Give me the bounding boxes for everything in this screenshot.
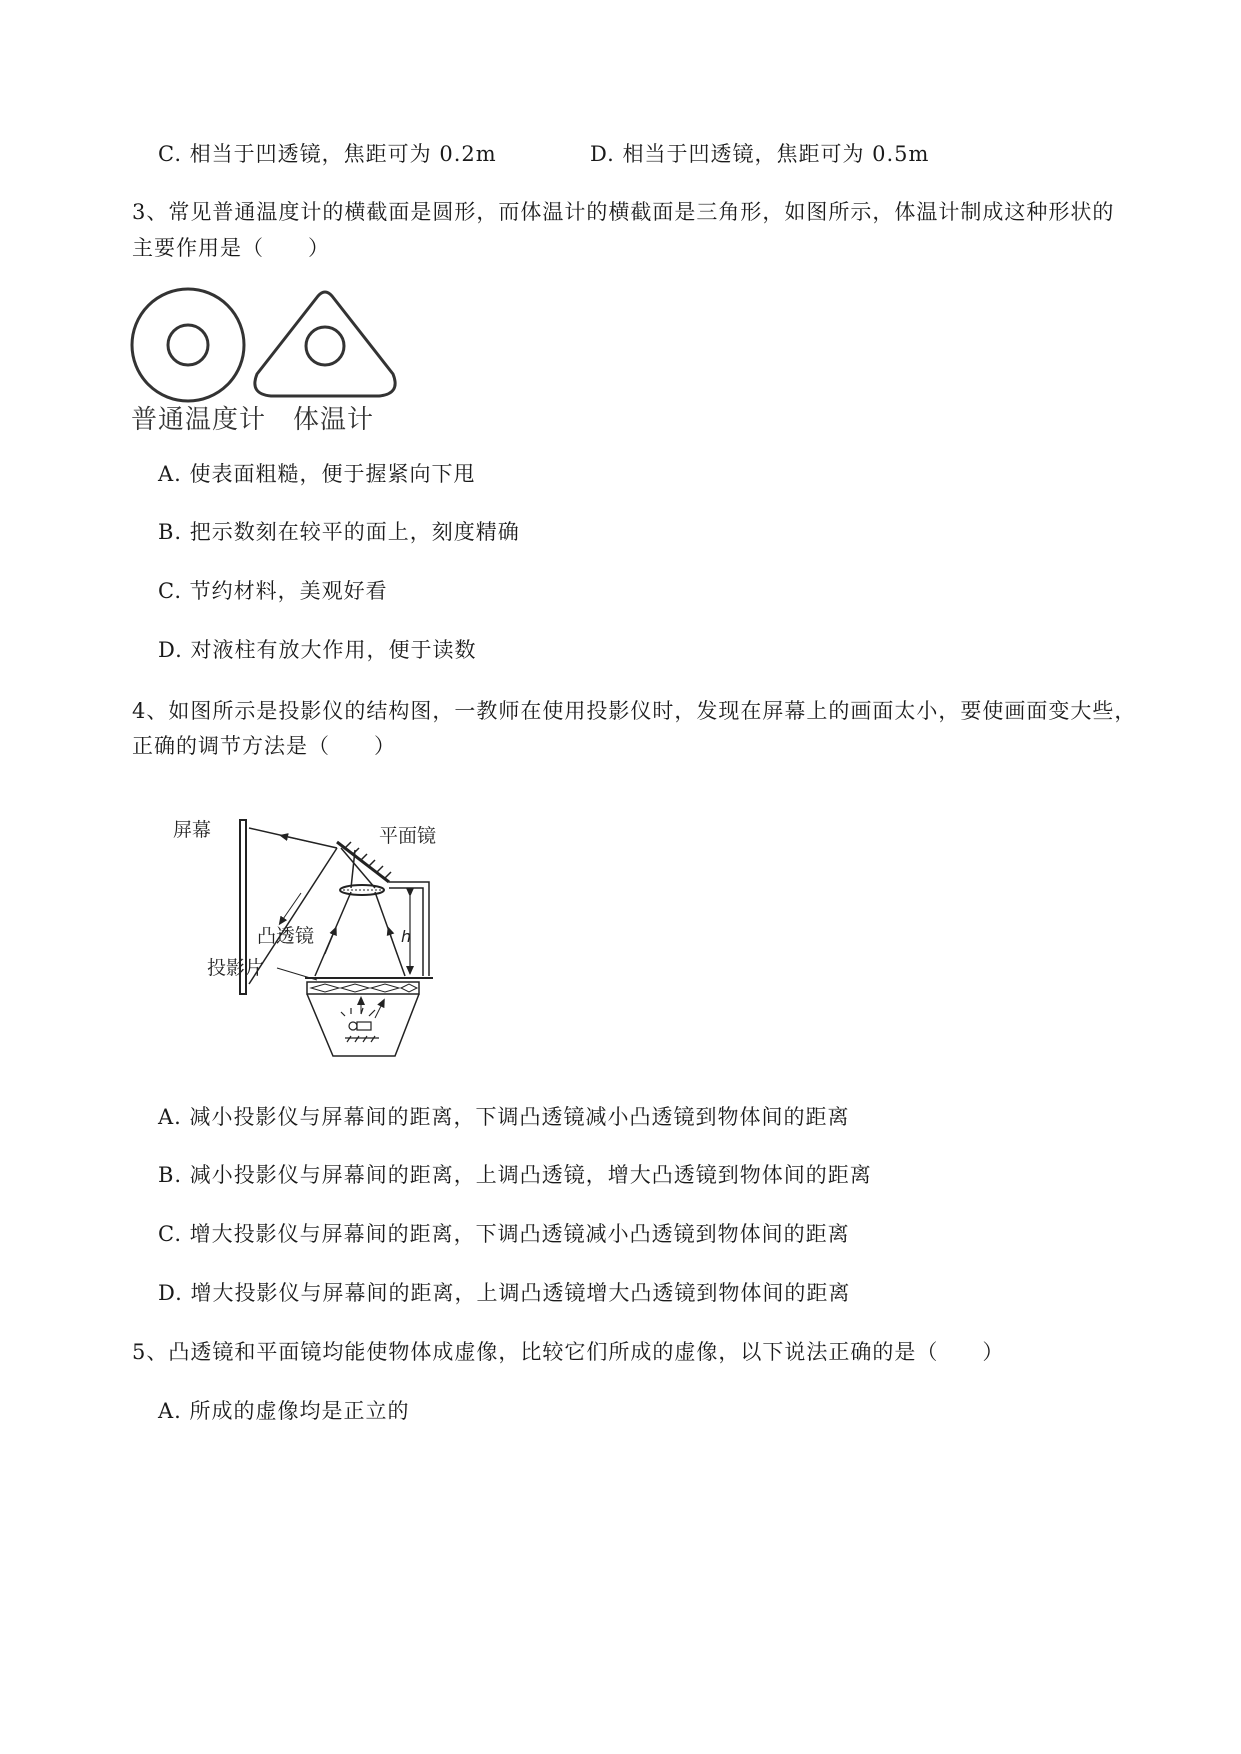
bulb-ray-arrow-right (375, 1002, 383, 1018)
q4-stem-line1: 4、如图所示是投影仪的结构图，一教师在使用投影仪时，发现在屏幕上的画面太小，要使画面变大些， (132, 699, 1137, 723)
condenser-lens-frame (307, 982, 419, 994)
h-label: h (401, 927, 412, 946)
q3-option-a: A. 使表面粗糙，便于握紧向下甩 (158, 462, 476, 486)
label-plane-mirror: 平面镜 (379, 825, 437, 847)
q4-option-a: A. 减小投影仪与屏幕间的距离，下调凸透镜减小凸透镜到物体间的距离 (158, 1105, 850, 1129)
label-screen: 屏幕 (173, 819, 212, 841)
thermometer-cross-section-figure (125, 282, 415, 442)
q2-option-d: D. 相当于凹透镜，焦距可为 0.5m (590, 142, 930, 166)
label-clinical-thermometer: 体温计 (293, 405, 375, 435)
q3-stem-line2: 主要作用是（ ） (132, 236, 330, 260)
q3-option-c: C. 节约材料，美观好看 (158, 579, 388, 603)
round-bore (168, 325, 208, 365)
q5-option-a: A. 所成的虚像均是正立的 (158, 1399, 410, 1423)
plane-mirror (337, 842, 389, 882)
q4-option-b: B. 减小投影仪与屏幕间的距离，上调凸透镜，增大凸透镜到物体间的距离 (158, 1163, 872, 1187)
q3-option-b: B. 把示数刻在较平的面上，刻度精确 (158, 520, 520, 544)
ray-left-arrow (325, 930, 335, 954)
slide-leader-line (277, 968, 317, 980)
q3-option-d: D. 对液柱有放大作用，便于读数 (158, 638, 477, 662)
q5-stem: 5、凸透镜和平面镜均能使物体成虚像，比较它们所成的虚像，以下说法正确的是（ ） (132, 1340, 1005, 1364)
label-ordinary-thermometer: 普通温度计 (131, 405, 267, 435)
q4-stem-line2: 正确的调节方法是（ ） (132, 734, 396, 758)
q4-option-c: C. 增大投影仪与屏幕间的距离，下调凸透镜减小凸透镜到物体间的距离 (158, 1222, 850, 1246)
q3-stem-line1: 3、常见普通温度计的横截面是圆形，而体温计的横截面是三角形，如图所示，体温计制成这种形状的 (132, 200, 1115, 224)
projector-structure-figure (165, 808, 455, 1068)
label-convex-lens: 凸透镜 (257, 925, 315, 947)
light-bulb-icon (341, 1008, 379, 1042)
round-cross-section (132, 289, 244, 401)
q4-option-d: D. 增大投影仪与屏幕间的距离，上调凸透镜增大凸透镜到物体间的距离 (158, 1281, 851, 1305)
condenser-lens-pattern (311, 984, 417, 992)
triangular-bore (306, 327, 344, 365)
triangular-cross-section (255, 292, 395, 396)
lamp-housing (307, 994, 419, 1056)
label-slide: 投影片 (207, 957, 265, 979)
ray-right-arrow (389, 930, 397, 954)
convex-lens (340, 885, 384, 895)
q2-option-c: C. 相当于凹透镜，焦距可为 0.2m (158, 142, 497, 166)
beam-top-arrow (283, 836, 315, 843)
